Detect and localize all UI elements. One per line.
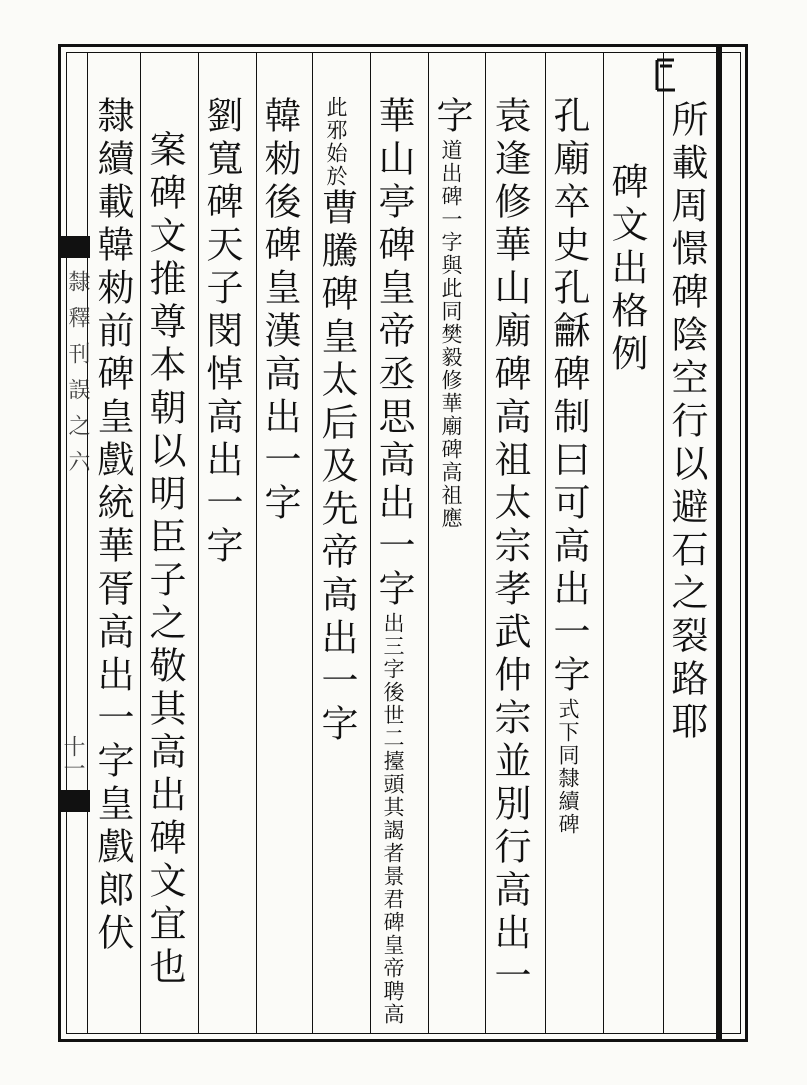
text-column-4: 袁逢修華山廟碑高祖太宗孝武仲宗並別行高出一 bbox=[488, 96, 531, 999]
column-5-main: 字 bbox=[430, 96, 473, 139]
margin-page-number: 十一 bbox=[60, 735, 85, 779]
column-rule bbox=[140, 52, 141, 1034]
text-column-2-heading: 碑文出格例 bbox=[605, 162, 648, 377]
text-column-3 bbox=[548, 96, 588, 836]
column-7-annotation bbox=[324, 96, 348, 188]
column-rule bbox=[312, 52, 313, 1034]
column-rule bbox=[545, 52, 546, 1034]
annotation-line: 樊毅修華廟碑高祖應 bbox=[439, 323, 463, 530]
text-column-7 bbox=[316, 96, 356, 747]
text-column-9: 劉寬碑天子閔悼高出一字 bbox=[200, 96, 243, 569]
annotation-line: 謁者景君碑皇帝聘高 bbox=[381, 819, 405, 1026]
column-7-main: 曹騰碑皇太后及先帝高出一字 bbox=[315, 188, 358, 747]
annotation-line: 始於 bbox=[324, 142, 348, 188]
page-right-rule bbox=[716, 44, 722, 1042]
annotation-line: 道出碑一字與此同 bbox=[439, 139, 463, 323]
column-3-annotation bbox=[556, 698, 580, 836]
fish-tail-mark-top bbox=[60, 236, 90, 258]
column-6-main: 華山亭碑皇帝丞思高出一字 bbox=[372, 96, 415, 612]
annotation-line: 此邪 bbox=[324, 96, 348, 142]
annotation-line: 式下同 bbox=[556, 698, 580, 767]
column-rule bbox=[428, 52, 429, 1034]
column-5-annotation bbox=[439, 139, 463, 530]
column-rule bbox=[485, 52, 486, 1034]
column-rule bbox=[256, 52, 257, 1034]
column-rule bbox=[603, 52, 604, 1034]
text-column-6 bbox=[373, 96, 413, 1026]
text-column-5 bbox=[431, 96, 471, 530]
column-rule bbox=[198, 52, 199, 1034]
corner-mark-icon bbox=[654, 56, 678, 96]
column-rule bbox=[370, 52, 371, 1034]
text-column-11: 隸續載韓勑前碑皇戲統華胥高出一字皇戲郎伏 bbox=[91, 96, 134, 956]
text-column-8: 韓勑後碑皇漢高出一字 bbox=[258, 96, 301, 526]
margin-title: 隸釋刊誤之六 bbox=[65, 270, 90, 486]
text-column-1: 所載周憬碑陰空行以避石之裂路耶 bbox=[665, 100, 708, 745]
column-3-main: 孔廟卒史孔龢碑制曰可高出一字 bbox=[547, 96, 590, 698]
annotation-line: 出三字後世二擡頭其 bbox=[381, 612, 405, 819]
text-column-10: 案碑文推尊本朝以明臣子之敬其高出碑文宜也 bbox=[143, 130, 186, 990]
fish-tail-mark-bottom bbox=[60, 790, 90, 812]
annotation-line: 隸續碑 bbox=[556, 767, 580, 836]
column-6-annotation bbox=[381, 612, 405, 1026]
column-rule bbox=[663, 52, 664, 1034]
